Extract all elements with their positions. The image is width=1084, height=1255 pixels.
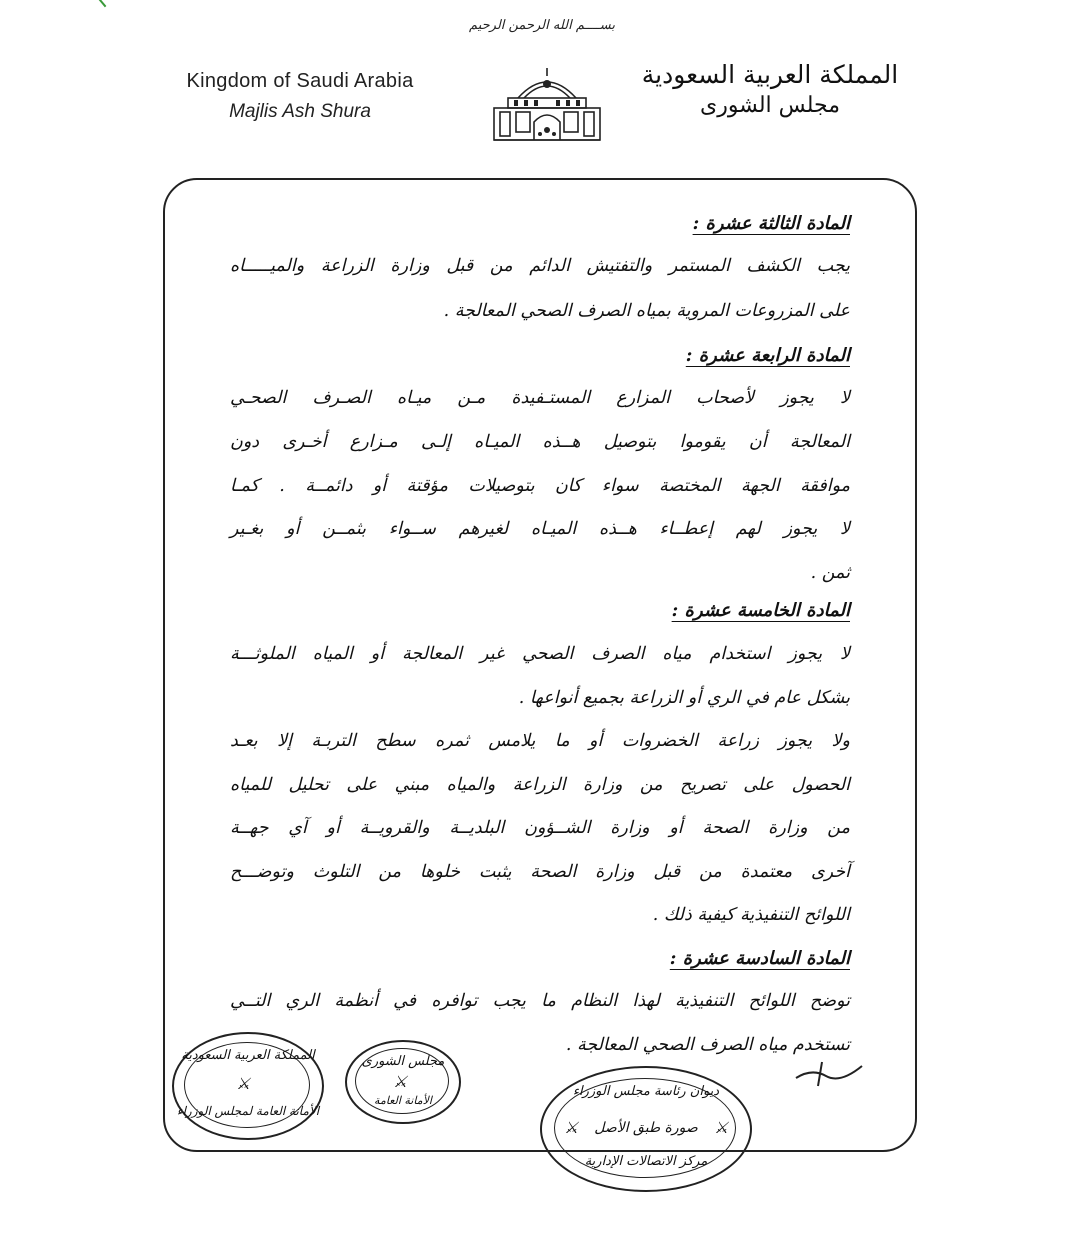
saudi-palm-swords-icon: ⚔	[236, 1074, 251, 1093]
basmala: بســــم الله الرحمن الرحيم	[469, 18, 615, 33]
header-arabic-line1: المملكة العربية السعودية	[641, 60, 899, 89]
saudi-palm-swords-icon: ⚔	[714, 1118, 729, 1137]
stamp-shura-council	[345, 1040, 461, 1124]
corner-mark	[98, 0, 115, 7]
article-14-line-1: لا يجوز لأصحاب المزارع المستـفيدة مـن ميـاه الصـرف الصحـي	[230, 388, 850, 408]
header-arabic-line2: مجلس الشورى	[700, 93, 840, 118]
stamp-right-top-text: ديوان رئاسة مجلس الوزراء	[572, 1084, 720, 1099]
stamp-left-bottom-text: الأمانة العامة لمجلس الوزراء	[176, 1104, 320, 1118]
article-15-line-5: من وزارة الصحة أو وزارة الشــؤون البلديــة والقرويــة أو آي جهــة	[230, 818, 850, 838]
article-14-heading: المادة الرابعة عشرة :	[685, 345, 850, 366]
article-13-line-2: على المزروعات المروية بمياه الصرف الصحي المعالجة .	[443, 301, 850, 321]
article-13-heading: المادة الثالثة عشرة :	[692, 213, 850, 234]
handwritten-signature-icon	[792, 1058, 872, 1088]
article-15-line-4: الحصول على تصريح من وزارة الزراعة والمياه مبني على تحليل للمياه	[230, 775, 850, 795]
article-15-heading: المادة الخامسة عشرة :	[671, 600, 850, 621]
article-15-line-7: اللوائح التنفيذية كيفية ذلك .	[652, 905, 850, 925]
stamp-right-bottom-text: مركز الاتصالات الإدارية	[584, 1154, 708, 1169]
stamp-council-of-ministers	[172, 1032, 324, 1140]
header-arabic	[620, 60, 920, 118]
article-15-line-6: آخرى معتمدة من قبل وزارة الصحة يثبت خلوها من التلوث وتوضـــح	[230, 862, 850, 882]
article-13-line-1: يجب الكشف المستمر والتفتيش الدائم من قبل وزارة الزراعة والميـــــاه	[230, 256, 850, 276]
article-14-line-5: ثمن .	[810, 563, 850, 583]
article-14-line-2: المعالجة أن يقوموا بتوصيل هــذه الميـاه إلـى مـزارع أخـرى دون	[230, 432, 850, 452]
article-16-line-1: توضح اللوائح التنفيذية لهذا النظام ما يجب توافره في أنظمة الري التــي	[230, 991, 850, 1011]
article-15-line-1: لا يجوز استخدام مياه الصرف الصحي غير المعالجة أو المياه الملوثـــة	[230, 644, 850, 664]
stamp-middle-bottom-text: الأمانة العامة	[374, 1094, 432, 1107]
article-15-line-2: بشكل عام في الري أو الزراعة بجميع أنواعها .	[518, 688, 850, 708]
article-14-line-4: لا يجوز لهم إعطــاء هــذه الميـاه لغيرهم ســواء بثمــن أو بغـير	[230, 519, 850, 539]
saudi-palm-swords-icon: ⚔	[564, 1118, 579, 1137]
stamp-middle-top-text: مجلس الشورى	[361, 1054, 445, 1069]
stamp-left-top-text: المملكة العربية السعودية	[181, 1048, 315, 1063]
article-16-heading: المادة السادسة عشرة :	[669, 948, 850, 969]
header-english-line1: Kingdom of Saudi Arabia	[186, 70, 414, 92]
stamp-right-center-text: صورة طبق الأصل	[594, 1120, 698, 1136]
stamp-true-copy	[540, 1066, 752, 1192]
article-14-line-3: موافقة الجهة المختصة سواء كان بتوصيلات مؤقتة أو دائمــة . كمـا	[230, 476, 850, 496]
article-15-line-3: ولا يجوز زراعة الخضروات أو ما يلامس ثمره سطح التربـة إلا بعـد	[230, 731, 850, 751]
saudi-palm-swords-icon: ⚔	[393, 1072, 408, 1091]
shura-building-emblem-icon	[488, 64, 606, 144]
header-english-line2: Majlis Ash Shura	[229, 101, 371, 122]
article-16-line-2: تستخدم مياه الصرف الصحي المعالجة .	[565, 1035, 850, 1055]
header-english	[150, 70, 450, 123]
